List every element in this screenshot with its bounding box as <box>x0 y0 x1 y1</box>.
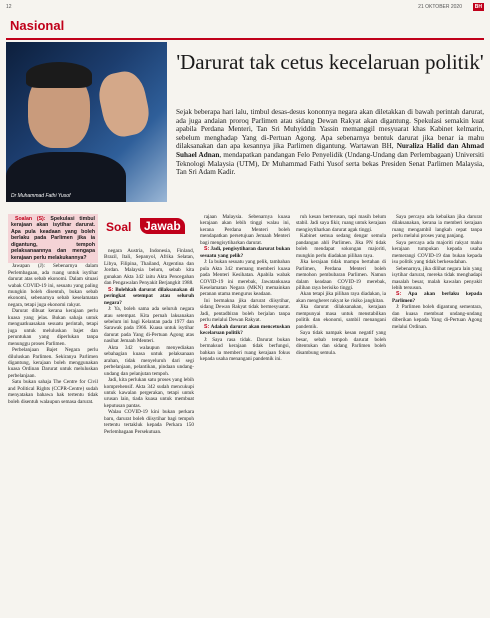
body-paragraph: rajaan Malaysia. Sebenarnya kuasa kerajaan akan lebih tinggi walau ini, kerana Perdana Menteri boleh mendapatkan persetujuan Jemaah Menteri bagi mengisytiharkan darurat. <box>200 214 290 246</box>
body-paragraph: Saya tidak nampak kesan negatif yang besar, sebab tempoh darurat boleh ditentukan dan sidang Parlimen boleh disambung semula. <box>296 330 386 356</box>
section-divider <box>6 38 484 40</box>
body-paragraph: J: Ya, boleh sama ada seluruh negara atau setempat. Kita pernah laksanakan sebelum ini bagi Kelantan pada 1977 dan Sarawak pada 1966. Kuasa untuk isytihar darurat pada Yang di-Pertuan Agong atas nasihat Jemaah Menteri. <box>104 306 194 345</box>
body-paragraph: J: Saya rasa tidak. Darurat bukan bermaksud kerajaan tidak berfungsi, bahkan ia memberi ruang kerajaan fokus kepada usaha menangani pandemik ini. <box>200 336 290 362</box>
body-paragraph: Darurat dibuat kerana kerajaan perlu kuasa yang jelas. Bukan sahaja untuk menguatkuasakan sesuatu perintah, tetapi juga untuk meluluskan bajet dan peruntukan yang diperlukan tanpa menunggu proses Parlimen. <box>8 308 98 347</box>
publication-logo: BH <box>474 4 482 10</box>
question-paragraph <box>8 214 98 263</box>
section-title: Nasional <box>10 18 65 33</box>
text-column <box>296 214 386 584</box>
portrait-photo <box>6 42 167 202</box>
issue-date: 21 OKTOBER 2020 <box>418 4 462 10</box>
body-paragraph: Kabinet semua sedang dengar semula pandangan ahli Parlimen. Jika PN tidak boleh mendapat sokongan majoriti, mungkin perlu diadakan pilihan raya. <box>296 233 386 259</box>
body-paragraph: Akan tetapi jika pilihan raya diadakan, ia akan mengheret rakyat ke risiko jangkitan. <box>296 291 386 304</box>
question-paragraph <box>200 246 290 259</box>
question-text: Apa akan berlaku kepada Parlimen? <box>392 291 482 304</box>
lede-intro: Sejak beberapa hari lalu, timbul desas-desus kononnya negara akan diletakkan di bawah perintah darurat, ada juga andaian proroq Parlimen atau sidang Dewan Rakyat akan digantung. Spekulasi semakin kuat apabila Perdana Menteri, Tan Sri Muhyiddin Yassin memanggil mesyuarat khas Kabinet kelmarin, sebelum menghadap Yang di-Pertuan Agong. Apa sebenarnya bentuk darurat jika benar ia mahu dilaksanakan dan apa kesannya jika Parlimen digantung. Wartawan BH, <box>176 108 484 151</box>
body-paragraph: Satu bukan sahaja The Centre for Civil and Political Rights (CCPR-Centre) sudah menyatakan bahawa hak tertentu tidak boleh disentuh walaupun semasa darurat. <box>8 379 98 405</box>
text-column <box>392 214 482 584</box>
question-paragraph <box>200 324 290 337</box>
lede-outro: , mendapatkan pandangan Felo Penyelidik (Undang-Undang dan Perlembagaan) Universiti Teknologi Malaysia (UTM), Dr Muhammad Fathi Yusof serta bekas Presiden Senat Parlimen Malaysia, Tan Sri Adam Kadir. <box>176 150 484 177</box>
body-paragraph: Jika kerajaan tidak mampu bertahan di Parlimen, Perdana Menteri boleh memohon pembubaran Parlimen. Namun dalam keadaan COVID-19 merebak, pilihan raya berisiko tinggi. <box>296 259 386 291</box>
photo-hair-shape <box>26 62 92 88</box>
body-paragraph: negara Austria, Indonesia, Finland, Brazil, Itali, Sepanyol, Afrika Selatan, Libya, Filipina, Thailand, Argentina dan Jordan. Malaysia belum, sebab kita gunakan Akta 342 iaitu Akta Pencegahan dan Pengawalan Penyakit Berjangkit 1988. <box>104 248 194 287</box>
text-column <box>200 214 290 584</box>
soal-label: Soal <box>106 220 132 234</box>
photo-hand-shape <box>95 68 153 140</box>
text-column <box>8 214 98 584</box>
page-header <box>6 3 484 13</box>
question-text: Adakah darurat akan mencetuskan kecelaruan politik? <box>200 323 290 337</box>
body-paragraph: Sebenarnya, jika dilihat negara lain yang isytihar darurat, mereka tidak menghadapi masalah besar, malah kawalan penyakit lebih tersusun. <box>392 265 482 291</box>
article-lede <box>176 108 484 177</box>
question-paragraph <box>104 287 194 306</box>
question-label: S: <box>108 286 114 293</box>
lede-authors: Nuraliza Halid dan Ahmad Suhael Adnan <box>176 142 484 159</box>
question-text: Spekulasi timbul kerajaan akan isytihar darurat. Apa pula keadaan yang boleh berlaku pada Parlimen jika ia digantung, tempoh pelaksanaannya dan mengapa kerajaan perlu melakukannya? <box>11 216 95 261</box>
photo-caption: Dr Muhammad Fathi Yusof <box>11 193 71 199</box>
body-paragraph: J: Parlimen boleh digantung sementara, dan kuasa membuat undang-undang diberikan kepada Yang di-Pertuan Agong melalui Ordinan. <box>392 304 482 330</box>
body-paragraph: Akta 342 walaupun menyediakan sebahagian kuasa untuk pelaksanaan arahan, tidak menyeluruh dari segi perbelanjaan, pelantikan, pindaan undang-undang dan pelanjutan tempoh. <box>104 344 194 377</box>
body-paragraph: Saya percaya ada kebaikan jika darurat dilaksanakan, kerana ia memberi kerajaan ruang mengambil langkah cepat tanpa perlu melalui proses yang panjang. <box>392 214 482 240</box>
question-label: S: <box>204 246 210 253</box>
body-paragraph: Jawapan (J): Sebenarnya dalam Perlembagaan, ada ruang untuk isytihar darurat atas sebab ekonomi. Dalam situasi wabak COVID-19 ini, sesuatu yang paling mungkin boleh disentuh, bukan sebab ekonomi, sebenarnya sebab keselamatan negara, tetapi juga ekonomi rakyat. <box>8 263 98 308</box>
body-paragraph: Jika darurat dilaksanakan, kerajaan mempunyai masa untuk menstabilkan politik dan ekonomi, sambil menangani pandemik. <box>296 304 386 330</box>
question-label: Soalan (S): <box>15 216 46 222</box>
question-paragraph <box>392 291 482 304</box>
soal-jawab-badge <box>104 214 192 244</box>
page-number: 12 <box>6 4 12 10</box>
body-paragraph: Perbelanjaan Bajet Negara perlu diluluskan Parlimen. Sekiranya Parlimen digantung, kerajaan boleh menggunakan kuasa Ordinan Darurat untuk meluluskan perbelanjaan. <box>8 347 98 379</box>
body-paragraph: Jadi, kita perlukan satu proses yang lebih komprehensif. Akta 342 sudah mencukupi untuk kawalan pergerakan, tetapi untuk urusan lain, tiada kuasa untuk membuat keputusan pantas. <box>104 377 194 409</box>
body-paragraph: Ini bermakna jika darurat diisytihar, sidang Dewan Rakyat tidak bermesyuarat. Jadi, pentadbiran boleh berjalan tanpa perlu melalui Dewan Rakyat. <box>200 297 290 324</box>
body-paragraph: J: Ia bukan sesuatu yang pelik, tambahan pula Akta 342 memang memberi kuasa pada Menteri Kesihatan. Apabila wabak COVID-19 ini merebak, Jawatankuasa Keselamatan Negara (MKN) memainkan peranan utama mengurus keadaan. <box>200 259 290 298</box>
question-label: S: <box>204 323 210 330</box>
question-label: S: <box>396 291 402 298</box>
article-headline: 'Darurat tak cetus kecelaruan politik' <box>176 50 484 74</box>
body-paragraph: Saya percaya ada majoriti rakyat mahu kerajaan tumpukan kepada usaha memerangi COVID-19 dan bukan kepada isu politik yang tidak berkesudahan. <box>392 239 482 266</box>
question-text: Bolehkah darurat dilaksanakan di peringkat setempat atau seluruh negara? <box>104 286 194 306</box>
text-column <box>104 248 194 618</box>
body-paragraph: Walau COVID-19 kini bukan perkara baru, darurat boleh diisytihar bagi tempoh tertentu tertakluk kepada Perkara 150 Perlembagaan Persekutuan. <box>104 409 194 435</box>
question-text: Jadi, pengisytiharan darurat bukan sesuatu yang pelik? <box>200 246 290 259</box>
jawab-label: Jawab <box>140 218 185 234</box>
article-body <box>6 214 484 584</box>
body-paragraph: ruh kesan berterusan, tapi masih belum stabil. Jadi saya fikir, ruang untuk kerajaan mengisytiharkan darurat agak tinggi. <box>296 214 386 233</box>
